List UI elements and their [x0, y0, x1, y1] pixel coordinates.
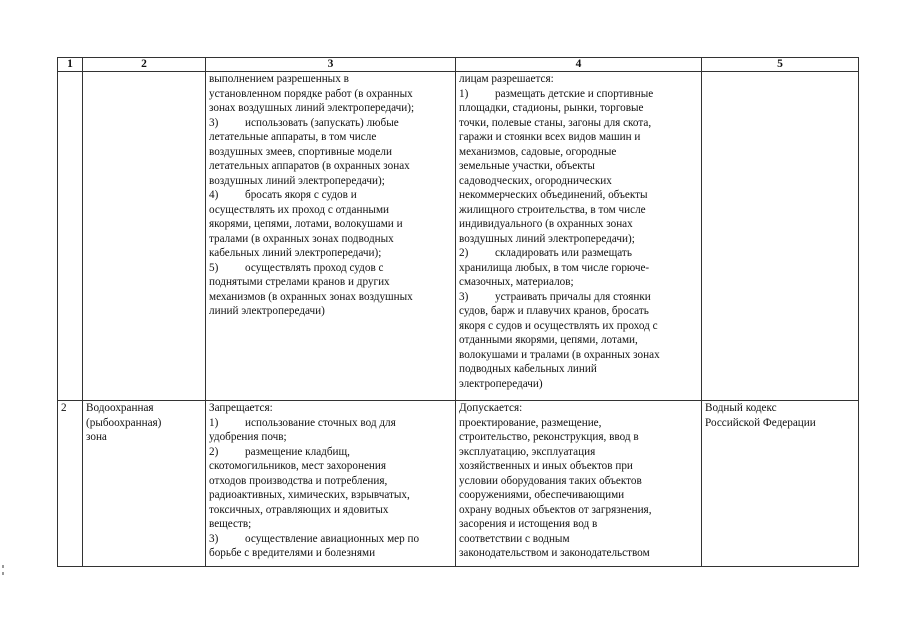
- text-line: [209, 304, 452, 319]
- line-text: поднятыми стрелами кранов и других: [209, 276, 390, 288]
- line-text: якоря с судов и осуществлять их проход с: [459, 319, 658, 332]
- line-text: гаражи и стоянки всех видов машин и: [459, 131, 641, 143]
- line-text: строительство, реконструкция, ввод в: [459, 431, 639, 443]
- table-row: [58, 401, 859, 567]
- text-line: [209, 130, 452, 145]
- text-line: [459, 416, 698, 431]
- line-text: эксплуатацию, эксплуатация: [459, 445, 596, 458]
- line-text: удобрения почв;: [209, 431, 287, 443]
- text-line: [459, 217, 698, 232]
- line-text: условии оборудования таких объектов: [459, 474, 642, 487]
- line-text: хозяйственных и иных объектов при: [459, 460, 633, 472]
- allowed-cell: [456, 72, 702, 401]
- text-line: [459, 159, 698, 174]
- text-line: [459, 130, 698, 145]
- prohibited-cell: [206, 401, 456, 567]
- text-line: [209, 174, 452, 189]
- text-line: [209, 488, 452, 503]
- line-text: осуществление авиационных мер по: [245, 532, 420, 545]
- line-text: воздушных змеев, спортивные модели: [209, 145, 392, 158]
- prohibited-cell: [206, 72, 456, 401]
- list-number: 1): [459, 87, 469, 100]
- text-line: [459, 430, 698, 445]
- text-line: [459, 101, 698, 116]
- list-number: 3): [459, 290, 469, 303]
- line-text: земельные участки, объекты: [459, 160, 595, 172]
- cell-text-line: (рыбоохранная): [86, 416, 162, 429]
- allowed-cell: [456, 401, 702, 567]
- line-text: некоммерческих объединений, объекты: [459, 189, 648, 201]
- text-line: [459, 261, 698, 276]
- line-text: лицам разрешается:: [459, 73, 554, 85]
- text-line: [209, 532, 452, 547]
- text-line: [459, 246, 698, 261]
- line-text: площадки, стадионы, рынки, торговые: [459, 102, 644, 114]
- text-line: [209, 203, 452, 218]
- text-line: [459, 232, 698, 247]
- legal-basis-cell: [702, 401, 859, 567]
- text-line: [209, 416, 452, 431]
- line-text: Запрещается:: [209, 402, 273, 414]
- cell-text-line: Российской Федерации: [705, 416, 816, 429]
- text-line: [209, 261, 452, 276]
- text-line: [209, 474, 452, 489]
- text-line: [209, 87, 452, 102]
- line-text: хранилища любых, в том числе горюче-: [459, 261, 650, 274]
- line-text: размещение кладбищ,: [245, 445, 350, 458]
- line-text: электропередачи): [459, 377, 543, 390]
- text-line: [209, 517, 452, 532]
- text-line: [209, 246, 452, 261]
- text-line: [459, 546, 698, 561]
- line-text: подводных кабельных линий: [459, 363, 597, 375]
- list-number: 3): [209, 532, 219, 545]
- text-line: [209, 116, 452, 131]
- line-text: тралами (в охранных зонах подводных: [209, 232, 394, 245]
- text-line: [459, 290, 698, 305]
- line-text: механизмов, садовые, огородные: [459, 145, 617, 158]
- list-number: 1): [209, 416, 219, 429]
- text-line: [209, 232, 452, 247]
- line-text: скотомогильников, мест захоронения: [209, 460, 387, 472]
- header-col-1: 1: [58, 58, 83, 72]
- line-text: осуществлять их проход с отданными: [209, 203, 390, 216]
- scan-edge-mark: [2, 572, 4, 575]
- legal-basis-cell: [702, 72, 859, 401]
- text-line: [459, 174, 698, 189]
- text-line: [209, 401, 452, 416]
- line-text: соответствии с водным: [459, 532, 570, 545]
- list-number: 2): [209, 445, 219, 458]
- text-line: [459, 304, 698, 319]
- text-line: [209, 188, 452, 203]
- text-line: [459, 517, 698, 532]
- line-text: жилищного строительства, в том числе: [459, 203, 646, 216]
- line-text: осуществлять проход судов с: [245, 261, 384, 274]
- text-line: [209, 430, 452, 445]
- list-number: 3): [209, 116, 219, 129]
- cell-text-line: зона: [86, 431, 107, 443]
- line-text: кабельных линий электропередачи);: [209, 247, 382, 259]
- restrictions-table: [57, 57, 859, 567]
- zone-name-cell: [83, 401, 206, 567]
- text-line: [459, 275, 698, 290]
- text-line: [209, 159, 452, 174]
- text-line: [459, 333, 698, 348]
- line-text: проектирование, размещение,: [459, 416, 602, 429]
- line-text: радиоактивных, химических, взрывчатых,: [209, 489, 410, 501]
- text-line: [459, 87, 698, 102]
- line-text: якорями, цепями, лотами, волокушами и: [209, 218, 403, 230]
- list-number: 4): [209, 189, 219, 201]
- line-text: летательных аппаратов (в охранных зонах: [209, 160, 410, 172]
- text-line: [459, 445, 698, 460]
- text-line: [459, 474, 698, 489]
- line-text: использование сточных вод для: [245, 416, 396, 429]
- line-text: линий электропередачи): [209, 305, 325, 317]
- line-text: токсичных, отравляющих и ядовитых: [209, 503, 389, 516]
- list-number: 5): [209, 261, 219, 274]
- text-line: [459, 203, 698, 218]
- line-text: сооружениями, обеспечивающими: [459, 489, 625, 501]
- text-line: [459, 72, 698, 87]
- text-line: [209, 546, 452, 561]
- text-line: [459, 319, 698, 334]
- table-row: [58, 72, 859, 401]
- text-line: [459, 488, 698, 503]
- text-line: [209, 72, 452, 87]
- line-text: устраивать причалы для стоянки: [495, 290, 651, 303]
- text-line: [209, 101, 452, 116]
- text-line: [459, 377, 698, 392]
- row-number-cell: [58, 72, 83, 401]
- text-line: [459, 145, 698, 160]
- text-line: [459, 459, 698, 474]
- text-line: [459, 401, 698, 416]
- text-line: [209, 503, 452, 518]
- text-line: [459, 532, 698, 547]
- text-line: [209, 275, 452, 290]
- line-text: волокушами и тралами (в охранных зонах: [459, 348, 660, 361]
- text-line: [209, 459, 452, 474]
- text-line: [209, 145, 452, 160]
- header-col-2: 2: [83, 58, 206, 72]
- line-text: Допускается:: [459, 402, 523, 414]
- header-col-5: 5: [702, 58, 859, 72]
- text-line: [209, 290, 452, 305]
- line-text: судов, барж и плавучих кранов, бросать: [459, 305, 649, 317]
- line-text: установленном порядке работ (в охранных: [209, 87, 413, 100]
- row-number-cell: 2: [58, 401, 83, 567]
- scan-edge-mark: [2, 565, 4, 568]
- line-text: воздушных линий электропередачи);: [459, 232, 635, 245]
- text-line: [459, 503, 698, 518]
- line-text: воздушных линий электропередачи);: [209, 174, 385, 187]
- line-text: борьбе с вредителями и болезнями: [209, 547, 376, 559]
- line-text: складировать или размещать: [495, 247, 632, 259]
- line-text: механизмов (в охранных зонах воздушных: [209, 290, 413, 303]
- cell-text-line: Водный кодекс: [705, 402, 777, 414]
- line-text: садоводческих, огороднических: [459, 174, 612, 187]
- line-text: зонах воздушных линий электропередачи);: [209, 102, 415, 114]
- line-text: выполнением разрешенных в: [209, 73, 349, 85]
- text-line: [459, 362, 698, 377]
- line-text: точки, полевые станы, загоны для скота,: [459, 116, 652, 129]
- line-text: бросать якоря с судов и: [245, 189, 357, 201]
- line-text: отданными якорями, цепями, лотами,: [459, 334, 638, 346]
- line-text: смазочных, материалов;: [459, 276, 574, 288]
- line-text: индивидуального (в охранных зонах: [459, 218, 633, 230]
- cell-text-line: Водоохранная: [86, 402, 154, 414]
- line-text: летательные аппараты, в том числе: [209, 131, 377, 143]
- line-text: охрану водных объектов от загрязнения,: [459, 503, 652, 516]
- table-header-row: [58, 58, 859, 72]
- header-col-3: 3: [206, 58, 456, 72]
- text-line: [459, 348, 698, 363]
- line-text: использовать (запускать) любые: [245, 116, 399, 129]
- line-text: законодательством и законодательством: [459, 547, 650, 559]
- line-text: засорения и истощения вод в: [459, 518, 598, 530]
- text-line: [209, 445, 452, 460]
- line-text: отходов производства и потребления,: [209, 474, 388, 487]
- text-line: [459, 116, 698, 131]
- list-number: 2): [459, 247, 469, 259]
- header-col-4: 4: [456, 58, 702, 72]
- zone-name-cell: [83, 72, 206, 401]
- line-text: размещать детские и спортивные: [495, 87, 654, 100]
- line-text: веществ;: [209, 518, 252, 530]
- text-line: [459, 188, 698, 203]
- text-line: [209, 217, 452, 232]
